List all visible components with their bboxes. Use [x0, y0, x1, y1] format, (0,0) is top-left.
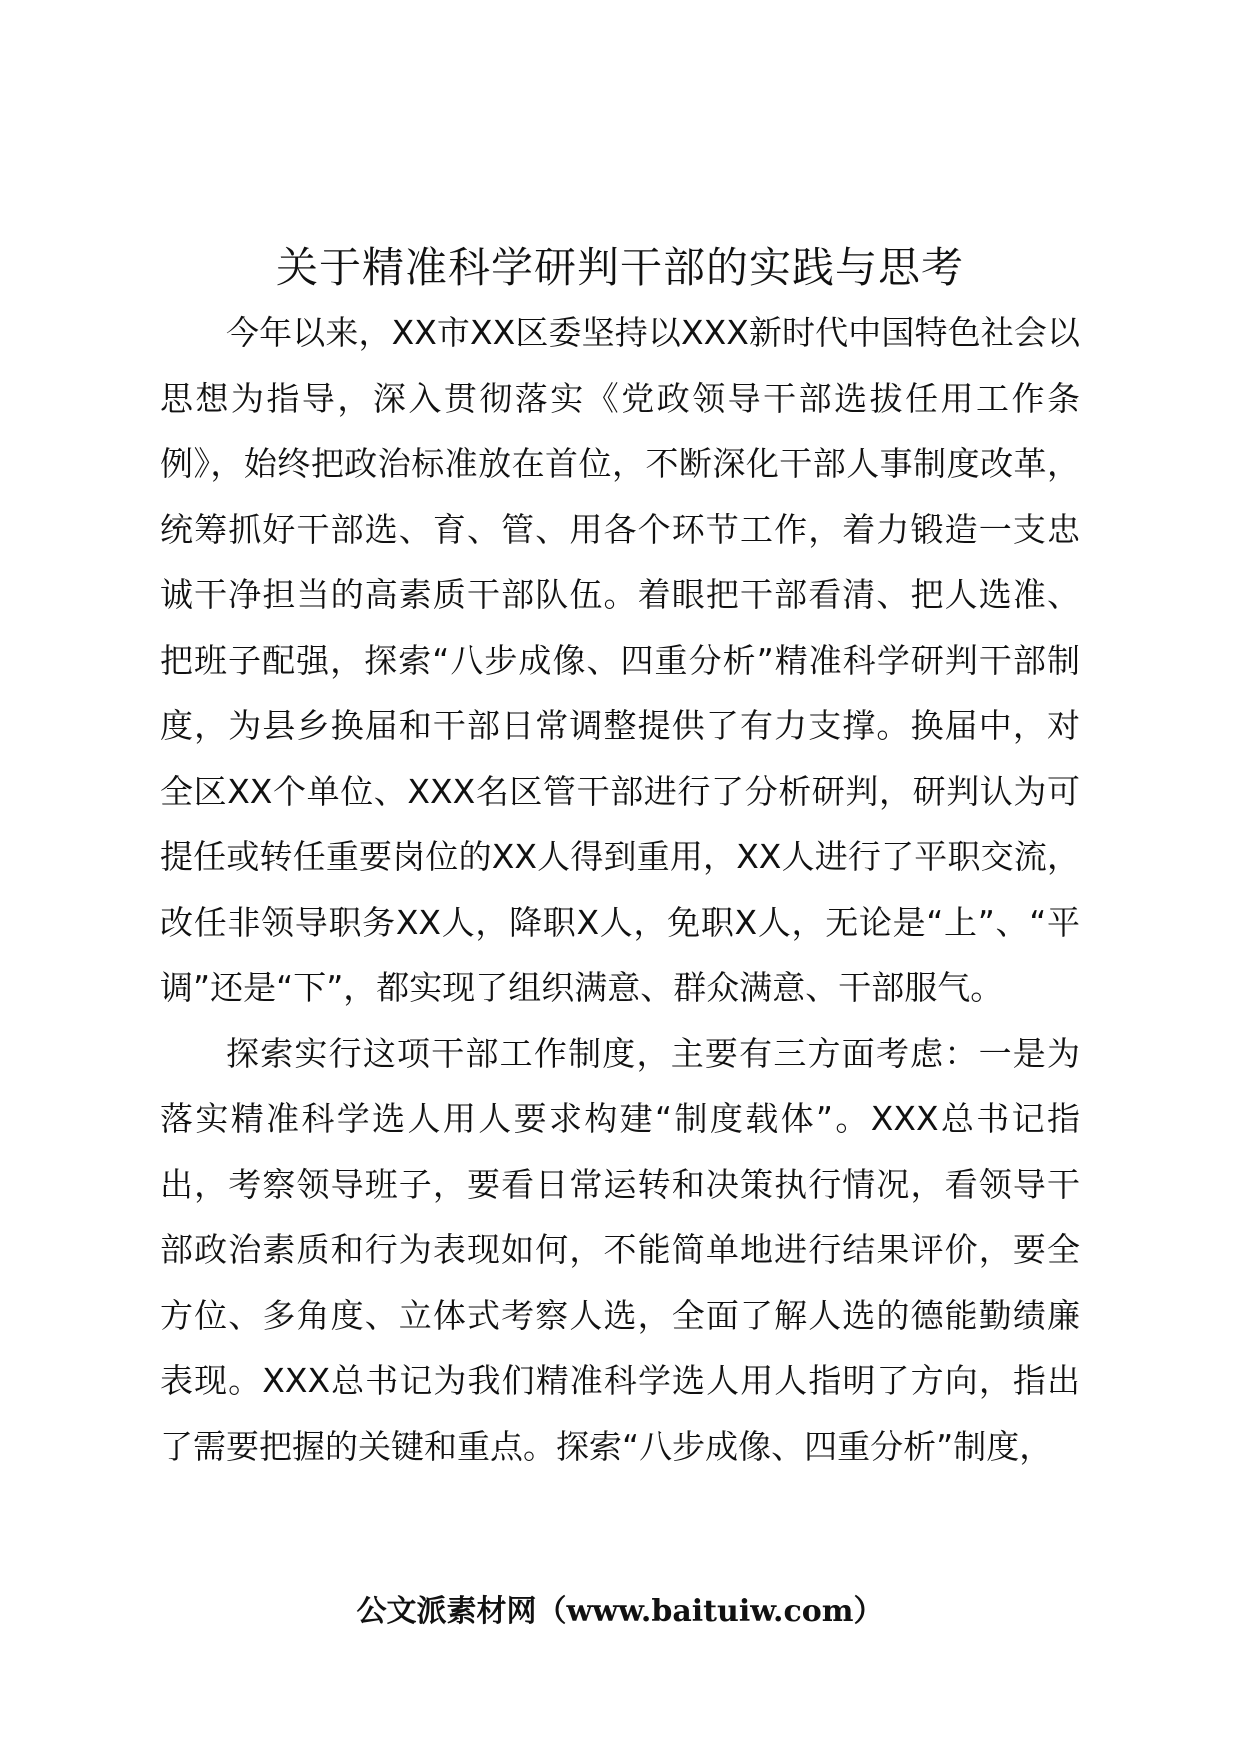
document-title: 关于精准科学研判干部的实践与思考 — [275, 243, 964, 292]
paragraph-1: 今年以来，XX市XX区委坚持以XXX新时代中国特色社会以思想为指导，深入贯彻落实《党政领导干部选拔任用工作条例》，始终把政治标准放在首位，不断深化干部人事制度改革，统筹抓好干部选、育、管、用各个环节工作，着力锻造一支忠诚干净担当的高素质干部队伍。着眼把干部看清、把人选准、把班子配强，探索“八步成像、四重分析”精准科学研判干部制度，为县乡换届和干部日常调整提供了有力支撑。换届中，对全区XX个单位、XXX名区管干部进行了分析研判，研判认为可提任或转任重要岗位的XX人得到重用，XX人进行了平职交流，改任非领导职务XX人，降职X人，免职X人，无论是“上”、“平调”还是“下”，都实现了组织满意、群众满意、干部服气。 — [160, 313, 1080, 1007]
document-body — [160, 300, 1080, 1479]
paragraph-2: 探索实行这项干部工作制度，主要有三方面考虑：一是为落实精准科学选人用人要求构建“制度载体”。XXX总书记指出，考察领导班子，要看日常运转和决策执行情况，看领导干部政治素质和行为表现如何，不能简单地进行结果评价，要全方位、多角度、立体式考察人选，全面了解人选的德能勤绩廉表现。XXX总书记为我们精准科学选人用人指明了方向，指出了需要把握的关键和重点。探索“八步成像、四重分析”制度， — [160, 1033, 1080, 1466]
footer-watermark: 公文派素材网（www.baituiw.com） — [356, 1594, 884, 1629]
